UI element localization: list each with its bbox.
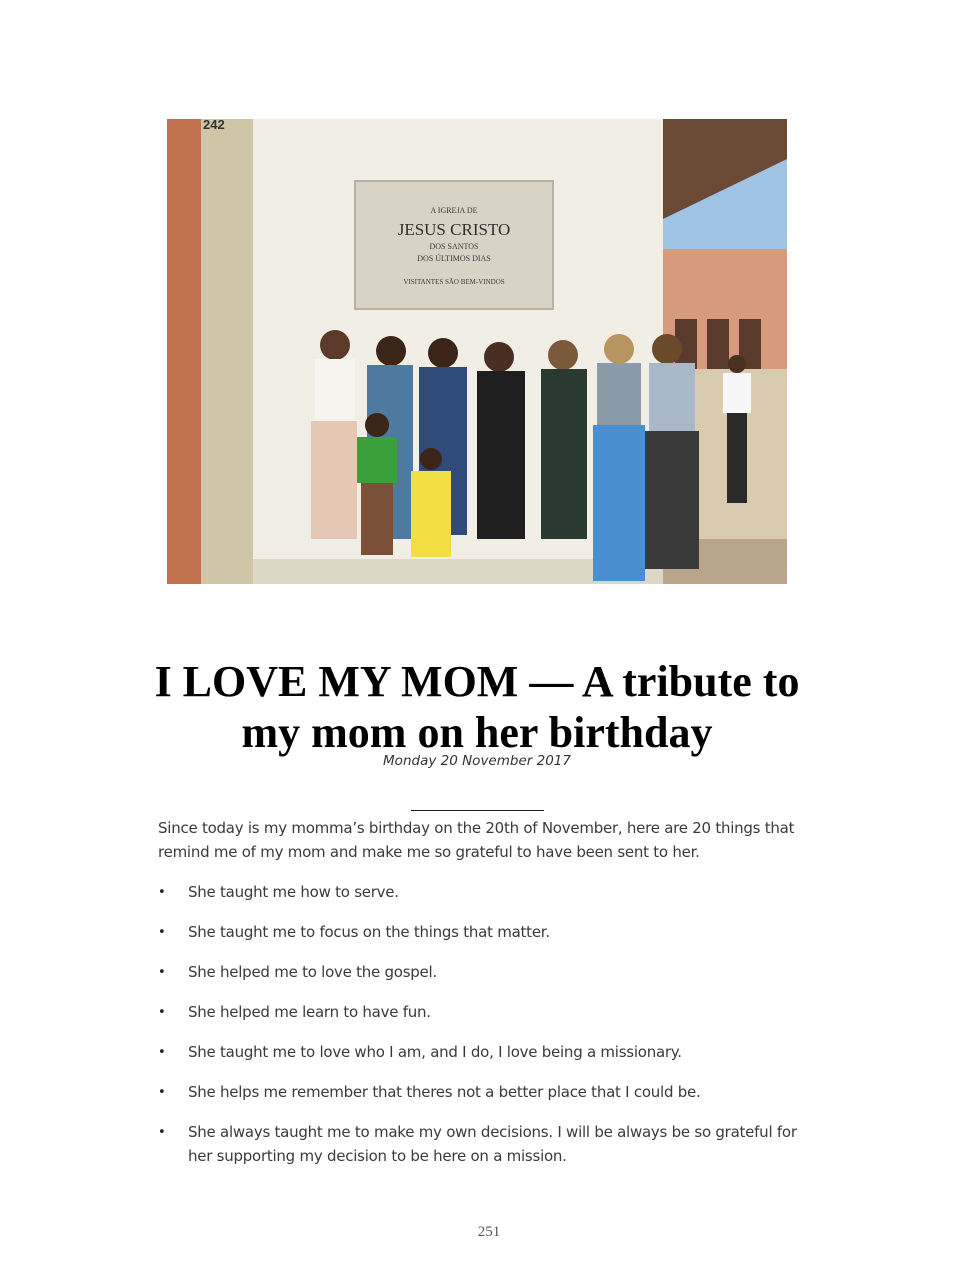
list-item	[158, 881, 808, 905]
tribute-list	[158, 881, 808, 1185]
photo-illustration	[167, 119, 787, 584]
list-item	[158, 921, 808, 945]
plaque-line: DOS ÚLTIMOS DIAS	[417, 254, 491, 263]
list-item	[158, 1041, 808, 1065]
window	[707, 319, 729, 369]
article-title: I LOVE MY MOM — A tribute to my mom on her birthday	[154, 657, 800, 757]
article-date: Monday 20 November 2017	[383, 753, 571, 769]
plaque-line: JESUS CRISTO	[397, 220, 511, 239]
building-number: 242	[203, 119, 225, 132]
bullet-icon: •	[158, 1125, 166, 1140]
article-photo	[167, 119, 787, 584]
list-item-text: She taught me how to serve.	[188, 883, 399, 901]
divider	[411, 810, 544, 811]
bullet-icon: •	[158, 885, 166, 900]
list-item	[158, 1121, 808, 1168]
bullet-icon: •	[158, 925, 166, 940]
list-item-text: She taught me to focus on the things that matter.	[188, 923, 550, 941]
plaque-line: DOS SANTOS	[429, 242, 479, 251]
bullet-icon: •	[158, 1005, 166, 1020]
intro-paragraph: Since today is my momma’s birthday on the 20th of November, here are 20 things that remind me of my mom and make me so grateful to have been sent to her.	[158, 819, 795, 861]
list-item	[158, 961, 808, 985]
brick-pillar	[167, 119, 201, 584]
bullet-icon: •	[158, 1085, 166, 1100]
plaque-line: VISITANTES SÃO BEM-VINDOS	[403, 278, 505, 286]
list-item	[158, 1081, 808, 1105]
plaque-line: A IGREJA DE	[430, 206, 478, 215]
list-item-text: She helps me remember that theres not a better place that I could be.	[188, 1083, 701, 1101]
list-item	[158, 1001, 808, 1025]
bullet-icon: •	[158, 965, 166, 980]
list-item-text: She helped me to love the gospel.	[188, 963, 437, 981]
bullet-icon: •	[158, 1045, 166, 1060]
list-item-text: She helped me learn to have fun.	[188, 1003, 431, 1021]
page-number: 251	[477, 1224, 501, 1240]
stone-pillar	[201, 119, 253, 584]
list-item-text: She taught me to love who I am, and I do, I love being a missionary.	[188, 1043, 682, 1061]
list-item-text: She always taught me to make my own decisions. I will be always be so grateful for her supporting my decision to be here on a mission.	[188, 1123, 797, 1165]
